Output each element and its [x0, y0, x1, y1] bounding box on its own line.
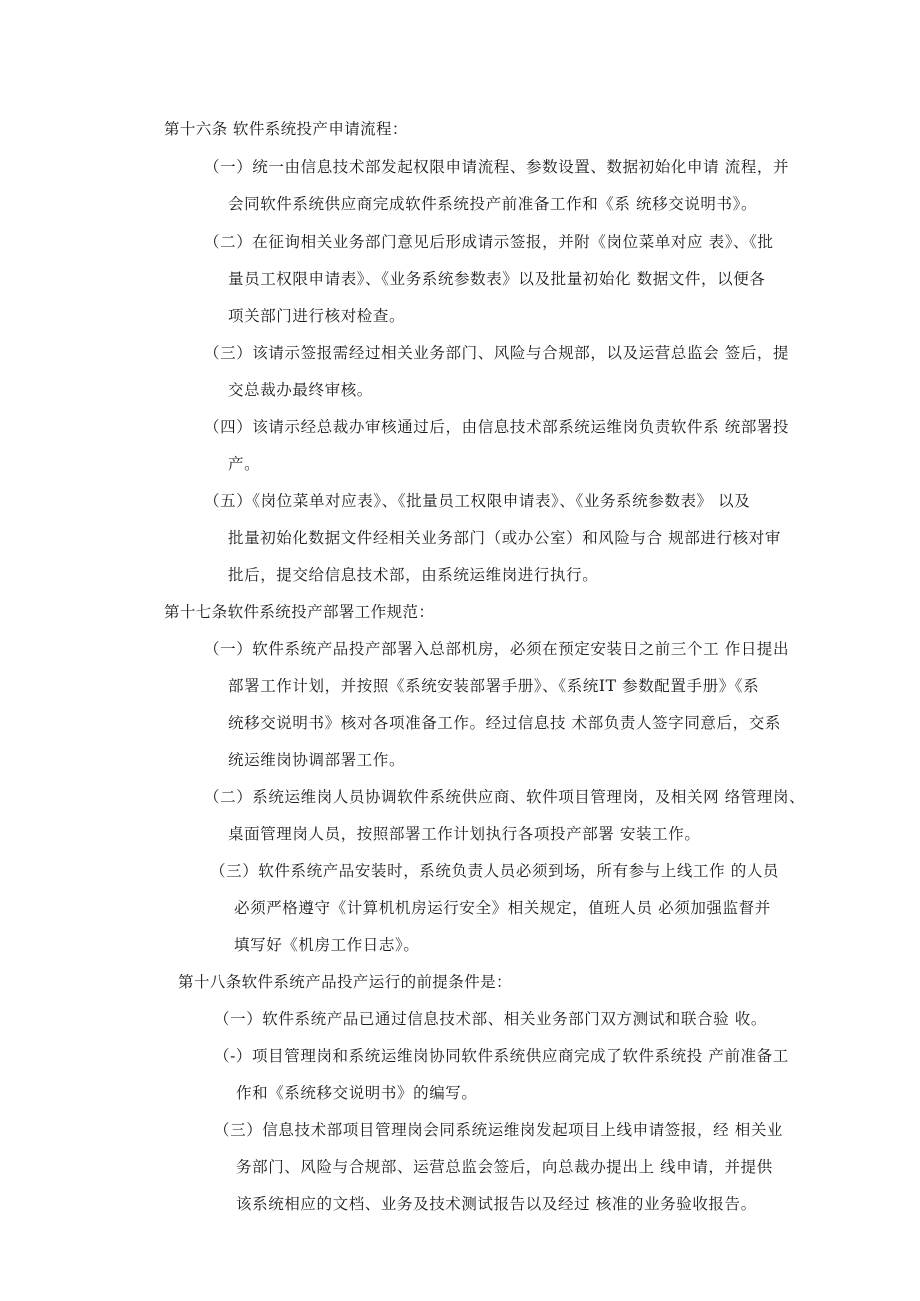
article-17-item-1-line-1: （一）软件系统产品投产部署入总部机房，必须在预定安装日之前三个工 作日提出 — [204, 640, 790, 658]
article-16-item-2-line-1: （二）在征询相关业务部门意见后形成请示签报，并附《岗位菜单对应 表》、《批 — [204, 233, 774, 251]
article-16-item-4-line-1: （四）该请示经总裁办审核通过后，由信息技术部系统运维岗负责软件系 统部署投 — [204, 418, 790, 436]
article-17-item-3-line-2: 必须严格遵守《计算机机房运行安全》相关规定，值班人员 必须加强监督并 — [234, 899, 771, 917]
article-16-item-2-line-3: 项关部门进行核对检查。 — [228, 307, 406, 325]
article-16-item-1-line-1: （一）统一由信息技术部发起权限申请流程、参数设置、数据初始化申请 流程，并 — [204, 158, 790, 176]
article-16-item-5-line-3: 批后，提交给信息技术部，由系统运维岗进行执行。 — [228, 566, 599, 584]
article-18-item-3-line-3: 该系统相应的文档、业务及技术测试报告以及经过 核准的业务验收报告。 — [236, 1195, 757, 1213]
article-16-item-5-line-2: 批量初始化数据文件经相关业务部门（或办公室）和风险与合 规部进行核对审 — [228, 529, 781, 547]
article-16-item-3-line-2: 交总裁办最终审核。 — [228, 381, 373, 399]
article-18-item-3-line-1: （三）信息技术部项目管理岗会同系统运维岗发起项目上线申请签报，经 相关业 — [214, 1121, 784, 1139]
article-16-item-2-line-2: 量员工权限申请表》、《业务系统参数表》以及批量初始化 数据文件，以便各 — [228, 270, 766, 288]
article-16-heading: 第十六条 软件系统投产申请流程： — [164, 120, 408, 138]
article-18-item-3-line-2: 务部门、风险与合规部、运营总监会签后，向总裁办提出上 线申请，并提供 — [236, 1158, 773, 1176]
article-17-item-1-line-3: 统移交说明书》核对各项准备工作。经过信息技 术部负责人签字同意后，交系 — [228, 714, 781, 732]
article-16-item-3-line-1: （三）该请示签报需经过相关业务部门、风险与合规部，以及运营总监会 签后，提 — [204, 344, 790, 362]
article-17-heading: 第十七条软件系统投产部署工作规范： — [164, 603, 435, 621]
article-18-item-2-line-1: （-）项目管理岗和系统运维岗协同软件系统供应商完成了软件系统投 产前准备工 — [214, 1047, 789, 1065]
article-17-item-2-line-1: （二）系统运维岗人员协调软件系统供应商、软件项目管理岗，及相关网 络管理岗、 — [204, 788, 806, 806]
article-18-heading: 第十八条软件系统产品投产运行的前提条件是： — [178, 973, 512, 991]
article-16-item-4-line-2: 产。 — [228, 455, 261, 473]
article-17-item-3-line-3: 填写好《机房工作日志》。 — [234, 936, 420, 954]
article-18-item-1-line-1: （一）软件系统产品已通过信息技术部、相关业务部门双方测试和联合验 收。 — [214, 1010, 767, 1028]
article-17-item-2-line-2: 桌面管理岗人员，按照部署工作计划执行各项投产部署 安装工作。 — [228, 825, 701, 843]
article-18-item-2-line-2: 作和《系统移交说明书》的编写。 — [236, 1084, 478, 1102]
article-17-item-1-line-2: 部署工作计划，并按照《系统安装部署手册》、《系统IT 参数配置手册》《系 — [228, 677, 760, 695]
article-16-item-1-line-2: 会同软件系统供应商完成软件系统投产前准备工作和《系 统移交说明书》。 — [228, 195, 758, 213]
article-16-item-5-line-1: （五）《岗位菜单对应表》、《批量员工权限申请表》、《业务系统参数表》 以及 — [204, 492, 751, 510]
article-17-item-1-line-4: 统运维岗协调部署工作。 — [228, 751, 406, 769]
article-17-item-3-line-1: （三）软件系统产品安装时，系统负责人员必须到场，所有参与上线工作 的人员 — [210, 862, 780, 880]
